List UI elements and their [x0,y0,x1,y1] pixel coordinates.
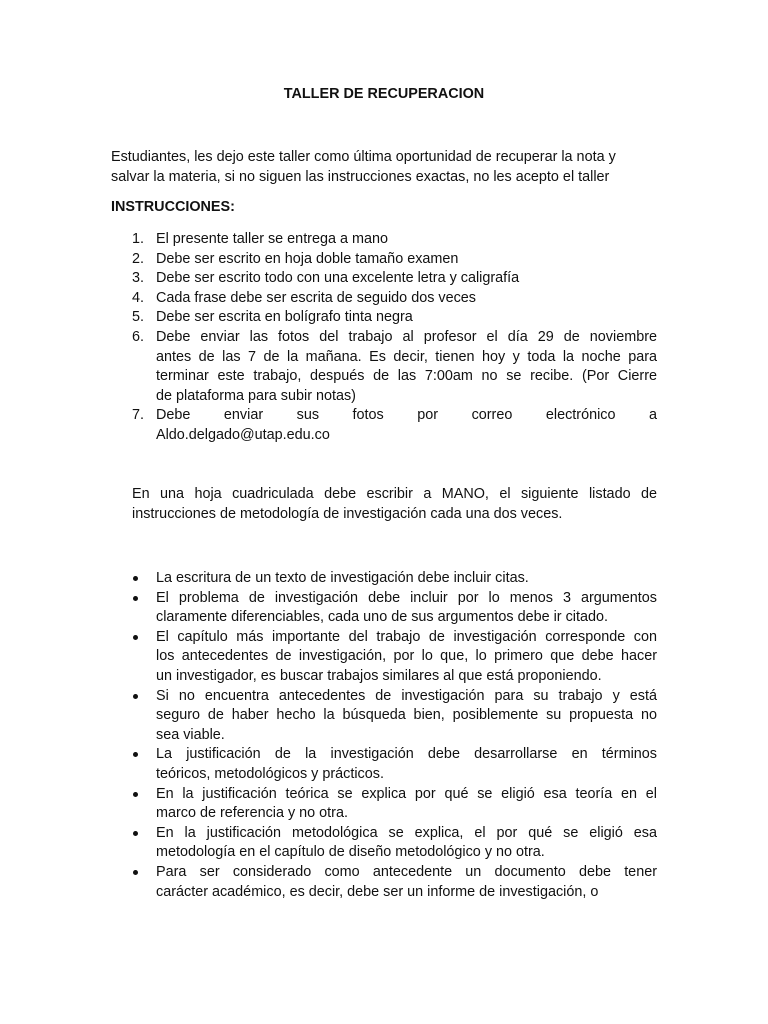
instruction-item [111,308,657,328]
bullet-item [111,589,657,628]
instructions-list [111,230,657,446]
list-number: 4. [132,289,145,306]
instruction-item [111,250,657,270]
list-number: 5. [132,309,145,326]
bullet-text: seguro de haber hecho la búsqueda bien, posiblemente su propuesta no [156,707,657,724]
bullet-text: Si no encuentra antecedentes de investigación para su trabajo y está [156,687,657,704]
instruction-text: Debe ser escrita en bolígrafo tinta negra [156,309,413,326]
bullet-item [111,745,657,784]
bullet-text: Para ser considerado como antecedente un documento debe tener [156,863,657,880]
instruction-text: Debe enviar sus fotos por correo electrónico a [156,407,657,424]
bullet-item [111,687,657,746]
list-number: 6. [132,328,145,345]
bullet-text: teóricos, metodológicos y prácticos. [156,765,384,782]
list-number: 2. [132,250,145,267]
instructions-heading: INSTRUCCIONES: [111,199,235,215]
instruction-text: El presente taller se entrega a mano [156,231,388,247]
bullet-dot-icon [133,870,138,875]
instruction-item [111,328,657,406]
instruction-text: Debe enviar las fotos del trabajo al profesor el día 29 de noviembre [156,328,657,345]
bullet-dot-icon [133,831,138,836]
list-number: 3. [132,270,145,287]
bullet-text: En la justificación teórica se explica por qué se eligió esa teoría en el [156,785,657,802]
bullet-dot-icon [133,635,138,640]
instruction-text: antes de las 7 de la mañana. Es decir, tienen hoy y toda la noche para [156,348,657,365]
bullet-text: los antecedentes de investigación, por lo que, lo primero que debe hacer [156,648,657,665]
intro-paragraph [111,148,661,187]
bullet-text: La justificación de la investigación debe desarrollarse en términos [156,746,657,763]
bullet-item [111,628,657,687]
instruction-item [111,406,657,445]
bullet-item [111,863,657,902]
bullet-dot-icon [133,752,138,757]
bullet-text: sea viable. [156,726,225,743]
methodology-bullet-list [111,569,657,902]
intro-line: salvar la materia, si no siguen las instrucciones exactas, no les acepto el taller [111,168,610,185]
paragraph-line: En una hoja cuadriculada debe escribir a MANO, el siguiente listado de [132,486,657,502]
page-title: TALLER DE RECUPERACION [283,86,485,102]
instruction-item [111,289,657,309]
bullet-dot-icon [133,596,138,601]
instruction-text: terminar este trabajo, después de las 7:00am no se recibe. (Por Cierre [156,368,657,385]
instruction-text: Debe ser escrito todo con una excelente letra y caligrafía [156,270,520,287]
bullet-item [111,785,657,824]
instruction-text: de plataforma para subir notas) [156,387,356,404]
second-paragraph [132,485,657,524]
bullet-dot-icon [133,694,138,699]
bullet-dot-icon [133,792,138,797]
bullet-text: un investigador, es buscar trabajos similares al que está proponiendo. [156,667,602,684]
bullet-item [111,569,657,589]
bullet-text: El problema de investigación debe incluir por lo menos 3 argumentos [156,589,657,606]
list-number: 7. [132,407,145,424]
list-number: 1. [132,231,145,247]
bullet-text: carácter académico, es decir, debe ser un informe de investigación, o [156,883,599,900]
instruction-text: Debe ser escrito en hoja doble tamaño examen [156,250,459,267]
bullet-item [111,824,657,863]
bullet-text: La escritura de un texto de investigación debe incluir citas. [156,570,529,586]
paragraph-line: instrucciones de metodología de investigación cada una dos veces. [132,505,563,522]
bullet-text: claramente diferenciables, cada uno de sus argumentos debe ir citado. [156,609,608,626]
bullet-text: marco de referencia y no otra. [156,805,348,822]
instruction-item [111,230,657,250]
bullet-dot-icon [133,576,138,581]
instruction-item [111,269,657,289]
instruction-text: Cada frase debe ser escrita de seguido dos veces [156,289,476,306]
bullet-text: metodología en el capítulo de diseño metodológico y no otra. [156,844,545,861]
intro-line: Estudiantes, les dejo este taller como última oportunidad de recuperar la nota y [111,149,616,165]
bullet-text: El capítulo más importante del trabajo de investigación corresponde con [156,628,657,645]
instruction-text: Aldo.delgado@utap.edu.co [156,426,330,443]
bullet-text: En la justificación metodológica se explica, el por qué se eligió esa [156,824,657,841]
